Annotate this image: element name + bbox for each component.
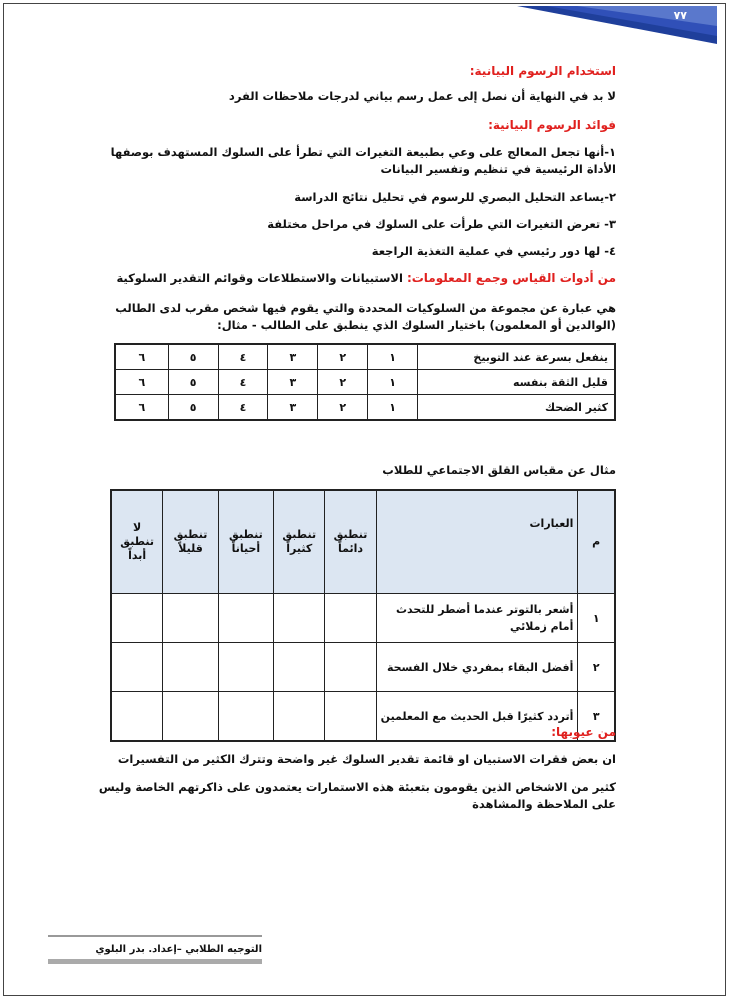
rating-statement: قليل الثقة بنفسه bbox=[418, 370, 616, 395]
rating-cell: ٢ bbox=[318, 370, 368, 395]
response-cell[interactable] bbox=[218, 643, 273, 692]
rating-cell: ٥ bbox=[168, 395, 218, 421]
rating-statement: كثير الضحك bbox=[418, 395, 616, 421]
anxiety-table bbox=[110, 489, 616, 742]
rating-row-3 bbox=[115, 395, 615, 421]
rating-cell: ٦ bbox=[115, 370, 168, 395]
rating-cell: ٦ bbox=[115, 344, 168, 370]
footer-rule-top bbox=[48, 935, 262, 937]
rating-cell: ٤ bbox=[218, 370, 268, 395]
rating-cell: ٣ bbox=[268, 395, 318, 421]
rating-cell: ١ bbox=[368, 344, 418, 370]
response-cell[interactable] bbox=[163, 643, 218, 692]
rating-cell: ٥ bbox=[168, 344, 218, 370]
row-number: ٣ bbox=[578, 692, 615, 742]
response-cell[interactable] bbox=[218, 594, 273, 643]
rating-row-2 bbox=[115, 370, 615, 395]
response-cell[interactable] bbox=[111, 594, 163, 643]
tools-heading: من أدوات القياس وجمع المعلومات: bbox=[406, 271, 616, 285]
drawback-item-2: كثير من الاشخاص الذين يقومون بتعبئة هذه الاستمارات يعتمدون على ذاكرتهم الخاصة وليس على الملاحظة والمشاهدة bbox=[98, 780, 616, 811]
benefits-heading: فوائد الرسوم البيانية: bbox=[488, 118, 616, 132]
rating-cell: ٣ bbox=[268, 344, 318, 370]
row-statement: أشعر بالتوتر عندما أضطر للتحدث أمام زملائي bbox=[376, 594, 578, 643]
anxiety-header-row bbox=[111, 490, 615, 594]
rating-statement: ينفعل بسرعة عند التوبيخ bbox=[418, 344, 616, 370]
page-corner-banner bbox=[517, 6, 717, 44]
rating-cell: ٦ bbox=[115, 395, 168, 421]
rating-cell: ٥ bbox=[168, 370, 218, 395]
response-cell[interactable] bbox=[274, 643, 325, 692]
rating-cell: ٤ bbox=[218, 395, 268, 421]
row-statement: أتردد كثيرًا قبل الحديث مع المعلمين bbox=[376, 692, 578, 742]
tools-heading-rest: الاستبيانات والاستطلاعات وقوائم التقدير السلوكية bbox=[116, 271, 407, 285]
response-cell[interactable] bbox=[325, 594, 376, 643]
rating-cell: ١ bbox=[368, 395, 418, 421]
response-cell[interactable] bbox=[274, 594, 325, 643]
response-cell[interactable] bbox=[163, 594, 218, 643]
benefit-item-4: ٤- لها دور رئيسي في عملية التغذية الراجعة bbox=[371, 244, 616, 258]
benefit-item-1: ١-أنها تجعل المعالج على وعي بطبيعة التغيرات التي تطرأ على السلوك المستهدف بوصفها الأداة الرئيسية في تنظيم وتفسير البيانات bbox=[110, 145, 616, 176]
drawbacks-heading: من عيوبها: bbox=[551, 725, 616, 739]
footer-rule-bottom bbox=[48, 959, 262, 964]
rating-table bbox=[114, 343, 616, 421]
rating-row-1 bbox=[115, 344, 615, 370]
rating-cell: ٤ bbox=[218, 344, 268, 370]
anxiety-row-2 bbox=[111, 643, 615, 692]
header-rarely: تنطبق قليلاً bbox=[163, 490, 218, 594]
anxiety-title: مثال عن مقياس القلق الاجتماعي للطلاب bbox=[382, 463, 616, 477]
header-always: تنطبق دائماً bbox=[325, 490, 376, 594]
header-number: م bbox=[578, 490, 615, 594]
header-often: تنطبق كثيراً bbox=[274, 490, 325, 594]
rating-cell: ٢ bbox=[318, 395, 368, 421]
uses-text: لا بد في النهاية أن نصل إلى عمل رسم بياني لدرجات ملاحظات الفرد bbox=[228, 89, 616, 103]
rating-cell: ٢ bbox=[318, 344, 368, 370]
tools-heading-line bbox=[98, 270, 616, 287]
response-cell[interactable] bbox=[111, 643, 163, 692]
uses-heading: استخدام الرسوم البيانية: bbox=[469, 64, 616, 78]
footer bbox=[48, 935, 262, 964]
header-statements: العبارات bbox=[376, 490, 578, 594]
page-number: ٧٧ bbox=[673, 9, 687, 22]
row-statement: أفضل البقاء بمفردي خلال الفسحة bbox=[376, 643, 578, 692]
drawback-item-1: ان بعض فقرات الاستبيان او قائمة تقدير السلوك غير واضحة وتترك الكثير من التفسيرات bbox=[117, 752, 616, 766]
anxiety-row-1 bbox=[111, 594, 615, 643]
header-never: لا تنطبق أبداً bbox=[111, 490, 163, 594]
row-number: ١ bbox=[578, 594, 615, 643]
header-sometimes: تنطبق أحياناً bbox=[218, 490, 273, 594]
rating-cell: ١ bbox=[368, 370, 418, 395]
rating-cell: ٣ bbox=[268, 370, 318, 395]
tools-definition: هي عبارة عن مجموعة من السلوكيات المحددة والتي يقوم فيها شخص مقرب لدى الطالب (الوالدين أو المعلمون) باختيار السلوك الذي ينطبق على الطالب - مثال: bbox=[115, 301, 616, 332]
benefit-item-3: ٣- تعرض التغيرات التي طرأت على السلوك في مراحل مختلفة bbox=[267, 217, 616, 231]
benefit-item-2: ٢-يساعد التحليل البصري للرسوم في تحليل نتائج الدراسة bbox=[294, 190, 616, 204]
response-cell[interactable] bbox=[325, 643, 376, 692]
footer-text: التوجيه الطلابي –إعداد. بدر البلوي bbox=[95, 944, 262, 955]
row-number: ٢ bbox=[578, 643, 615, 692]
